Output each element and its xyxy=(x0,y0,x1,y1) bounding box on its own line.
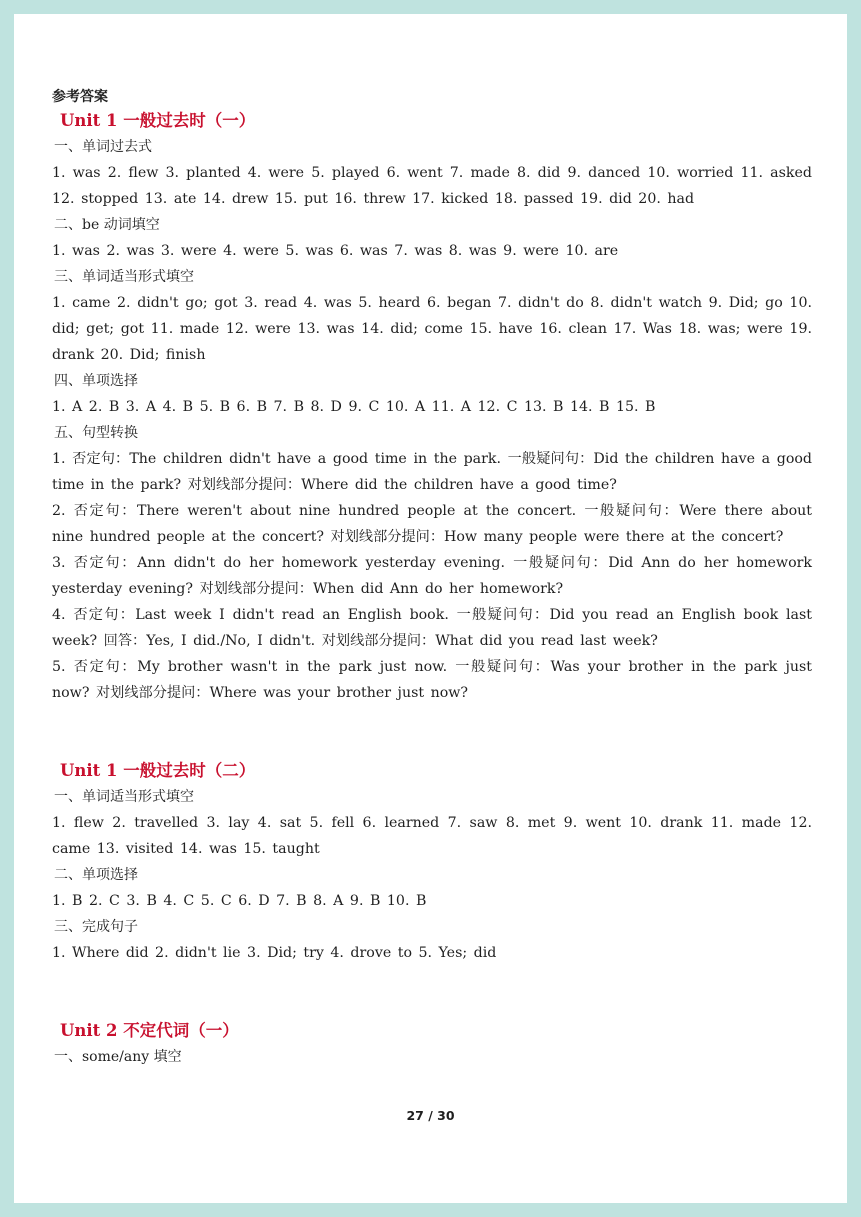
answer-key-content xyxy=(52,86,812,1070)
answer-line: 5. 否定句：My brother wasn't in the park just now. 一般疑问句：Was your brother in the park just now? 对划线部分提问：Where was your brother just now? xyxy=(52,659,812,701)
answer-line: 3. 否定句：Ann didn't do her homework yesterday evening. 一般疑问句：Did Ann do her homework yesterday evening? 对划线部分提问：When did Ann do her homework? xyxy=(52,555,812,597)
answer-line: 1. A 2. B 3. A 4. B 5. B 6. B 7. B 8. D 9. C 10. A 11. A 12. C 13. B 14. B 15. B xyxy=(52,399,656,415)
answer-line: 1. B 2. C 3. B 4. C 5. C 6. D 7. B 8. A 9. B 10. B xyxy=(52,893,427,909)
answer-line: 1. was 2. was 3. were 4. were 5. was 6. was 7. was 8. was 9. were 10. are xyxy=(52,243,619,259)
section-label: 一、单词过去式 xyxy=(54,139,152,155)
document-page xyxy=(14,14,847,1203)
section-label: 三、完成句子 xyxy=(54,919,138,935)
section-label: 二、be 动词填空 xyxy=(54,217,160,233)
section-label: 三、单词适当形式填空 xyxy=(54,269,194,285)
unit-title: Unit 2 不定代词（一） xyxy=(60,1021,239,1040)
section-label: 五、句型转换 xyxy=(54,425,138,441)
page-number: 27 / 30 xyxy=(406,1108,455,1123)
answer-line: 2. 否定句：There weren't about nine hundred people at the concert. 一般疑问句：Were there about nine hundred people at the concert? 对划线部分提问：How many people were there at the concert? xyxy=(52,503,812,545)
section-label: 二、单项选择 xyxy=(54,867,138,883)
section-label: 一、some/any 填空 xyxy=(54,1049,182,1065)
unit-title: Unit 1 一般过去时（一） xyxy=(60,111,256,130)
unit-title: Unit 1 一般过去时（二） xyxy=(60,761,256,780)
answer-line: 1. 否定句：The children didn't have a good time in the park. 一般疑问句：Did the children have a good time in the park? 对划线部分提问：Where did the children have a good time? xyxy=(52,451,812,493)
answer-line: 1. flew 2. travelled 3. lay 4. sat 5. fell 6. learned 7. saw 8. met 9. went 10. drank 11. made 12. came 13. visited 14. was 15. taught xyxy=(52,815,812,857)
answer-line: 1. Where did 2. didn't lie 3. Did; try 4. drove to 5. Yes; did xyxy=(52,945,497,961)
section-label: 一、单词适当形式填空 xyxy=(54,789,194,805)
answer-line: 4. 否定句：Last week I didn't read an English book. 一般疑问句：Did you read an English book last week? 回答：Yes, I did./No, I didn't. 对划线部分提问：What did you read last week? xyxy=(52,607,812,649)
answer-line: 1. came 2. didn't go; got 3. read 4. was 5. heard 6. began 7. didn't do 8. didn't watch 9. Did; go 10. did; get; got 11. made 12. were 13. was 14. did; come 15. have 16. clean 17. Was 18. was; were 19. drank 20. Did; finish xyxy=(52,295,812,363)
page-heading: 参考答案 xyxy=(52,89,108,105)
section-label: 四、单项选择 xyxy=(54,373,138,389)
answer-line: 1. was 2. flew 3. planted 4. were 5. played 6. went 7. made 8. did 9. danced 10. worried 11. asked 12. stopped 13. ate 14. drew 15. put 16. threw 17. kicked 18. passed 19. did 20. had xyxy=(52,165,812,207)
